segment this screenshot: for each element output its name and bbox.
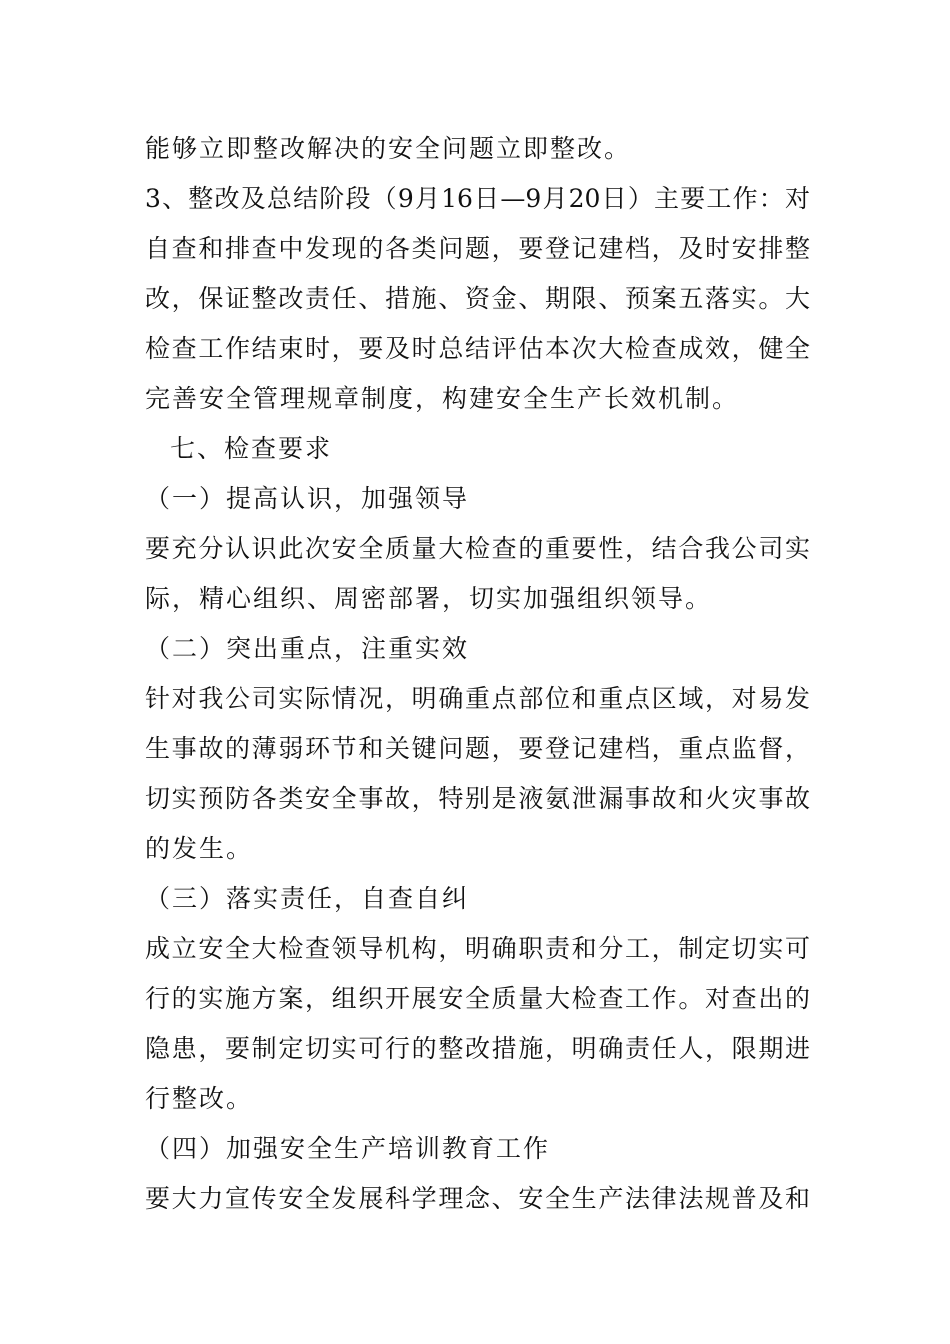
text-line: 检查工作结束时，要及时总结评估本次大检查成效，健全 [145,334,810,363]
subsection-heading: （四）加强安全生产培训教育工作 [145,1134,551,1163]
text-line: 成立安全大检查领导机构，明确职责和分工，制定切实可 [145,934,810,963]
text-line: 要大力宣传安全发展科学理念、安全生产法律法规普及和 [145,1184,810,1213]
text-line: 的发生。 [145,834,254,863]
text-line: 自查和排查中发现的各类问题，要登记建档，及时安排整 [145,234,810,263]
section-heading: 七、检查要求 [170,434,333,463]
text-line: 生事故的薄弱环节和关键问题，要登记建档，重点监督， [145,734,810,763]
text-line: 行整改。 [145,1084,254,1113]
subsection-heading: （三）落实责任，自查自纠 [145,884,470,913]
text-line: 要充分认识此次安全质量大检查的重要性，结合我公司实 [145,534,810,563]
text-line: 完善安全管理规章制度，构建安全生产长效机制。 [145,384,740,413]
text-line: 切实预防各类安全事故，特别是液氨泄漏事故和火灾事故 [145,784,810,813]
text-line: 隐患，要制定切实可行的整改措施，明确责任人，限期进 [145,1034,810,1063]
subsection-heading: （一）提高认识，加强领导 [145,484,470,513]
text-line: 能够立即整改解决的安全问题立即整改。 [145,134,632,163]
subsection-heading: （二）突出重点，注重实效 [145,634,470,663]
text-line: 改，保证整改责任、措施、资金、期限、预案五落实。大 [145,284,810,313]
text-line: 3、整改及总结阶段（9月16日—9月20日）主要工作：对 [145,184,810,213]
text-line: 际，精心组织、周密部署，切实加强组织领导。 [145,584,713,613]
text-line: 针对我公司实际情况，明确重点部位和重点区域，对易发 [145,684,810,713]
text-line: 行的实施方案，组织开展安全质量大检查工作。对查出的 [145,984,810,1013]
